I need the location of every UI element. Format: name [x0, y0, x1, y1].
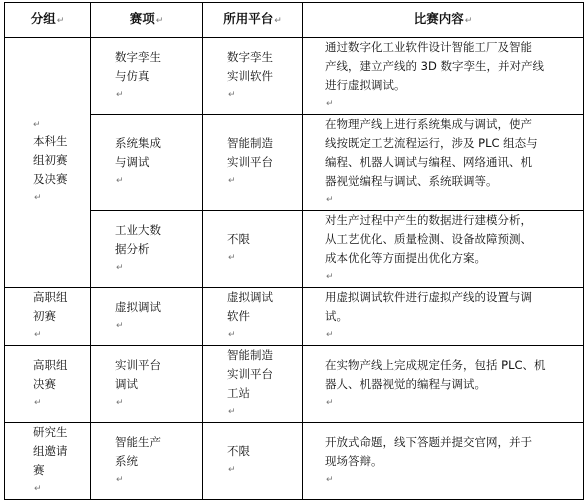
event-cell: 系统集成 与调试 ↵	[91, 115, 203, 211]
content-cell: 在实物产线上完成规定任务，包括 PLC、机 器人、机器视觉的编程与调试。 ↵	[303, 346, 584, 423]
header-group: 分组↵	[5, 3, 91, 38]
event-cell: 虚拟调试 ↵	[91, 288, 203, 346]
platform-cell: 智能制造 实训平台 工站 ↵	[203, 346, 303, 423]
header-row	[5, 3, 584, 38]
group-cell-graduate: 研究生 组邀请 赛 ↵	[5, 423, 91, 500]
content-cell: 在物理产线上进行系统集成与调试，使产 线按既定工艺流程运行，涉及 PLC 组态与 编程、机器人调试与编程、网络通讯、机 器视觉编程与调试、系统联调等。 ↵	[303, 115, 584, 211]
table-row	[5, 115, 584, 211]
table-row	[5, 346, 584, 423]
header-event: 赛项↵	[91, 3, 203, 38]
table-row	[5, 38, 584, 115]
platform-cell: 不限 ↵	[203, 423, 303, 500]
competition-table	[4, 2, 584, 500]
table-row	[5, 423, 584, 500]
platform-cell: 数字孪生 实训软件 ↵	[203, 38, 303, 115]
event-cell: 智能生产 系统 ↵	[91, 423, 203, 500]
table-row	[5, 288, 584, 346]
table-row	[5, 211, 584, 288]
content-cell: 通过数字化工业软件设计智能工厂及智能 产线，建立产线的 3D 数字孪生，并对产线 进行虚拟调试。 ↵	[303, 38, 584, 115]
header-platform: 所用平台↵	[203, 3, 303, 38]
group-cell-vocational-final: 高职组 决赛 ↵	[5, 346, 91, 423]
header-content: 比赛内容↵	[303, 3, 584, 38]
platform-cell: 智能制造 实训平台 ↵	[203, 115, 303, 211]
event-cell: 数字孪生 与仿真 ↵	[91, 38, 203, 115]
platform-cell: 虚拟调试 软件 ↵	[203, 288, 303, 346]
event-cell: 工业大数 据分析 ↵	[91, 211, 203, 288]
content-cell: 对生产过程中产生的数据进行建模分析， 从工艺优化、质量检测、设备故障预测、 成本优化等方面提出优化方案。 ↵	[303, 211, 584, 288]
content-cell: 用虚拟调试软件进行虚拟产线的设置与调 试。 ↵	[303, 288, 584, 346]
group-cell-vocational-prelim: 高职组 初赛 ↵	[5, 288, 91, 346]
event-cell: 实训平台 调试 ↵	[91, 346, 203, 423]
platform-cell: 不限 ↵	[203, 211, 303, 288]
content-cell: 开放式命题，线下答题并提交官网，并于 现场答辩。 ↵	[303, 423, 584, 500]
group-cell-undergrad: ↵ 本科生 组初赛 及决赛 ↵	[5, 38, 91, 288]
